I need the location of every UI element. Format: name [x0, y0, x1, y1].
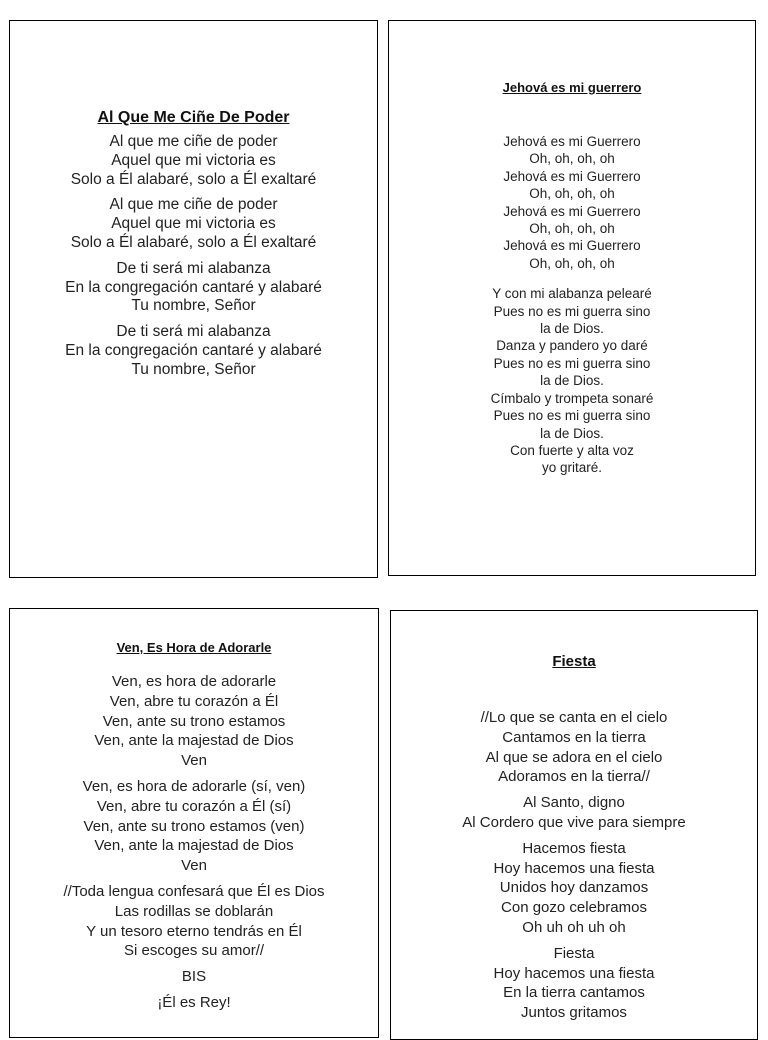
lyric-line: Ven [181, 752, 207, 770]
lyric-stanza [10, 967, 378, 987]
lyric-line: Ven, abre tu corazón a Él [109, 692, 279, 710]
lyric-line: En la congregación cantaré y alabaré [65, 278, 322, 296]
lyric-stanza [10, 323, 377, 379]
lyric-line: Adoramos en la tierra// [498, 768, 650, 786]
lyric-line: Hacemos fiesta [522, 839, 626, 857]
lyric-stanza [10, 196, 377, 252]
lyric-line: Con fuerte y alta voz [510, 442, 634, 458]
lyric-line: Juntos gritamos [521, 1004, 627, 1022]
lyric-stanza [10, 882, 378, 961]
lyric-line: Ven, ante la majestad de Dios [94, 837, 294, 855]
lyric-line: la de Dios. [540, 425, 604, 441]
lyric-stanza [10, 993, 378, 1013]
lyric-line: Solo a Él alabaré, solo a Él exaltaré [70, 170, 317, 188]
song-lyrics [10, 133, 377, 380]
lyric-line: Al que me ciñe de poder [109, 133, 278, 150]
lyric-line: ¡Él es Rey! [157, 993, 231, 1011]
lyric-line: Címbalo y trompeta sonaré [490, 390, 654, 406]
song-lyrics [391, 708, 757, 1023]
lyric-stanza [391, 708, 757, 787]
lyric-line: Con gozo celebramos [501, 899, 647, 917]
lyric-line: Aquel que mi victoria es [111, 151, 276, 169]
lyric-line: Las rodillas se doblarán [114, 902, 274, 920]
lyric-line: la de Dios. [540, 321, 604, 337]
lyric-line: En la congregación cantaré y alabaré [65, 341, 322, 359]
lyric-line: De ti será mi alabanza [116, 259, 271, 277]
lyric-line: Cantamos en la tierra [502, 728, 646, 746]
lyric-line: Ven [181, 857, 207, 875]
lyric-line: Ven, ante la majestad de Dios [94, 732, 294, 750]
song-card-fiesta [390, 610, 758, 1040]
song-lyrics [10, 672, 378, 1013]
lyric-stanza [391, 944, 757, 1023]
song-title: Fiesta [552, 653, 596, 670]
song-title: Jehová es mi guerrero [502, 80, 642, 95]
lyric-line: Y con mi alabanza pelearé [492, 286, 652, 302]
lyric-line: Solo a Él alabaré, solo a Él exaltaré [70, 233, 317, 251]
lyric-line: Al que me ciñe de poder [109, 196, 278, 214]
lyric-stanza [391, 793, 757, 833]
lyric-line: Oh uh oh uh oh [522, 918, 626, 936]
song-title: Al Que Me Ciñe De Poder [97, 109, 290, 126]
lyric-line: Pues no es mi guerra sino [493, 355, 651, 371]
song-card-ven-es-hora-de-adorarle [9, 608, 379, 1038]
song-card-al-que-me-cine [9, 20, 378, 578]
lyric-line: Aquel que mi victoria es [111, 215, 276, 233]
lyric-line: yo gritaré. [541, 460, 603, 476]
lyric-line: Oh, oh, oh, oh [529, 186, 615, 202]
lyric-line: Tu nombre, Señor [131, 360, 256, 378]
lyric-line: Hoy hacemos una fiesta [493, 964, 655, 982]
lyric-line: la de Dios. [540, 373, 604, 389]
lyric-line: Al que se adora en el cielo [485, 748, 663, 766]
lyric-line: Pues no es mi guerra sino [493, 303, 651, 319]
lyric-line: Jehová es mi Guerrero [503, 168, 641, 184]
lyric-line: //Toda lengua confesará que Él es Dios [63, 882, 325, 900]
lyric-line: Ven, ante su trono estamos [102, 712, 286, 730]
lyric-stanza [389, 133, 755, 272]
lyric-line: BIS [181, 968, 207, 986]
lyric-line: //Lo que se canta en el cielo [480, 709, 668, 726]
lyric-stanza [10, 133, 377, 189]
lyric-stanza [10, 260, 377, 316]
lyric-line: Jehová es mi Guerrero [503, 203, 641, 219]
lyric-line: Al Santo, digno [523, 794, 625, 812]
lyric-line: Ven, es hora de adorarle (sí, ven) [82, 777, 306, 795]
lyric-line: En la tierra cantamos [503, 984, 645, 1002]
lyric-line: Y un tesoro eterno tendrás en Él [86, 922, 302, 940]
song-lyrics [389, 133, 755, 477]
lyric-line: Danza y pandero yo daré [496, 338, 648, 354]
lyric-line: Oh, oh, oh, oh [529, 255, 615, 271]
song-card-jehova-es-mi-guerrero [388, 20, 756, 576]
lyric-stanza [391, 839, 757, 938]
lyric-line: De ti será mi alabanza [116, 323, 271, 341]
lyric-line: Pues no es mi guerra sino [493, 408, 651, 424]
lyric-stanza [10, 777, 378, 876]
lyric-line: Jehová es mi Guerrero [503, 134, 641, 149]
lyric-stanza [389, 285, 755, 476]
lyric-line: Jehová es mi Guerrero [503, 238, 641, 254]
lyric-stanza [10, 672, 378, 771]
lyric-line: Oh, oh, oh, oh [529, 151, 615, 167]
lyric-line: Oh, oh, oh, oh [529, 221, 615, 237]
lyric-line: Unidos hoy danzamos [499, 879, 649, 897]
lyric-line: Ven, es hora de adorarle [111, 673, 277, 690]
lyric-line: Ven, ante su trono estamos (ven) [83, 817, 305, 835]
lyric-line: Si escoges su amor// [123, 942, 265, 960]
lyric-line: Hoy hacemos una fiesta [493, 859, 655, 877]
lyric-line: Tu nombre, Señor [131, 297, 256, 315]
lyric-line: Al Cordero que vive para siempre [462, 813, 686, 831]
lyric-line: Ven, abre tu corazón a Él (sí) [96, 797, 292, 815]
song-title: Ven, Es Hora de Adorarle [116, 640, 272, 655]
lyric-line: Fiesta [553, 944, 595, 962]
